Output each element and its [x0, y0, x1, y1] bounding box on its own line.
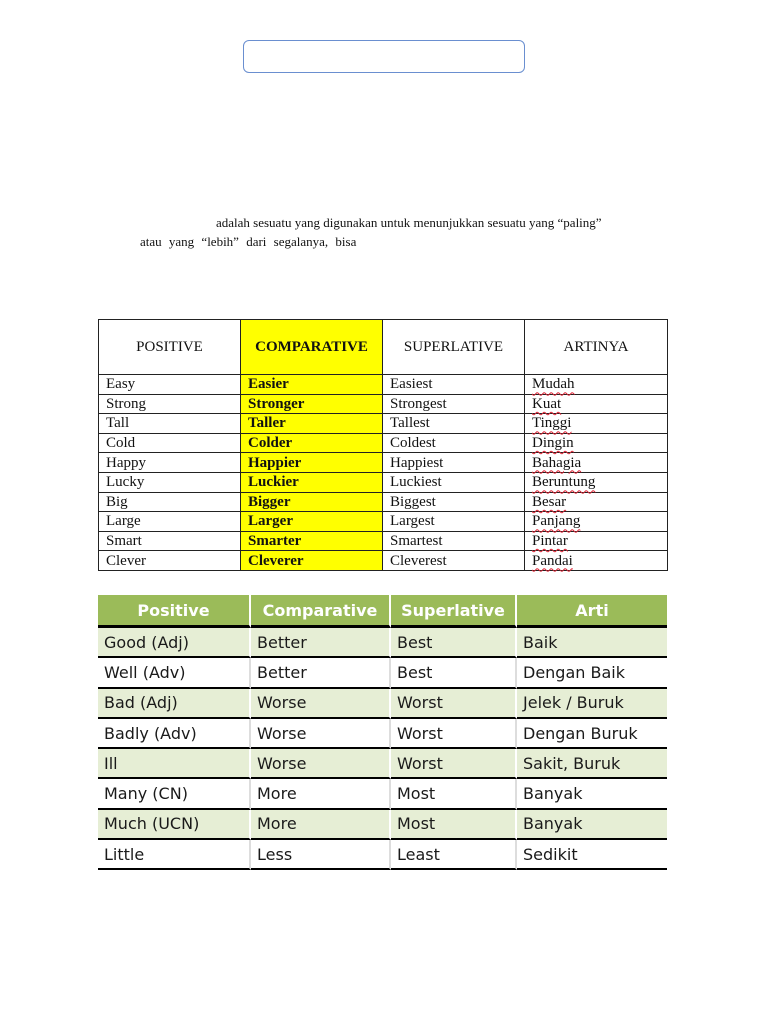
- comparison-table-irregular: [98, 595, 667, 870]
- cell-positive: Large: [99, 512, 241, 532]
- cell-positive: Lucky: [99, 472, 241, 492]
- cell-text: Mudah: [532, 376, 575, 393]
- table-header-row: [98, 595, 667, 628]
- cell-artinya: [525, 375, 668, 395]
- cell-positive: Tall: [99, 414, 241, 434]
- cell-superlative: Easiest: [383, 375, 525, 395]
- cell-artinya: [525, 414, 668, 434]
- cell-superlative: Worst: [391, 719, 517, 749]
- cell-positive: Well (Adv): [98, 658, 251, 688]
- table-row: [99, 492, 668, 512]
- table-row: [98, 779, 667, 809]
- cell-superlative: Smartest: [383, 531, 525, 551]
- cell-comparative: Worse: [251, 689, 391, 719]
- table-row: [98, 749, 667, 779]
- cell-text: Kuat: [532, 395, 562, 412]
- table-row: [99, 453, 668, 473]
- cell-artinya: [525, 531, 668, 551]
- cell-text: Tinggi: [532, 415, 572, 432]
- cell-arti: Jelek / Buruk: [517, 689, 667, 719]
- header-arti: Arti: [517, 595, 667, 628]
- cell-positive: Little: [98, 840, 251, 870]
- cell-comparative: Worse: [251, 719, 391, 749]
- cell-artinya: [525, 453, 668, 473]
- cell-superlative: Worst: [391, 749, 517, 779]
- cell-comparative: More: [251, 779, 391, 809]
- cell-superlative: Best: [391, 658, 517, 688]
- cell-comparative: Worse: [251, 749, 391, 779]
- table-row: [98, 689, 667, 719]
- cell-text: Pintar: [532, 533, 568, 550]
- table-row: [99, 414, 668, 434]
- header-superlative: SUPERLATIVE: [383, 320, 525, 375]
- cell-text: Panjang: [532, 513, 581, 530]
- cell-superlative: Biggest: [383, 492, 525, 512]
- cell-positive: Much (UCN): [98, 810, 251, 840]
- table-row: [99, 433, 668, 453]
- cell-superlative: Strongest: [383, 394, 525, 414]
- cell-arti: Dengan Baik: [517, 658, 667, 688]
- cell-superlative: Coldest: [383, 433, 525, 453]
- table-row: [99, 472, 668, 492]
- cell-arti: Baik: [517, 628, 667, 658]
- cell-arti: Banyak: [517, 779, 667, 809]
- cell-artinya: [525, 551, 668, 571]
- table-row: [99, 394, 668, 414]
- cell-comparative: Cleverer: [241, 551, 383, 571]
- table-row: [98, 810, 667, 840]
- cell-superlative: Best: [391, 628, 517, 658]
- cell-arti: Dengan Buruk: [517, 719, 667, 749]
- cell-text: Beruntung: [532, 474, 596, 491]
- cell-superlative: Cleverest: [383, 551, 525, 571]
- cell-text: Bahagia: [532, 454, 582, 471]
- cell-positive: Happy: [99, 453, 241, 473]
- table-header-row: [99, 320, 668, 375]
- table-row: [98, 658, 667, 688]
- cell-positive: Badly (Adv): [98, 719, 251, 749]
- table-row: [99, 375, 668, 395]
- cell-comparative: Smarter: [241, 531, 383, 551]
- cell-positive: Many (CN): [98, 779, 251, 809]
- cell-artinya: [525, 394, 668, 414]
- cell-positive: Good (Adj): [98, 628, 251, 658]
- paragraph-line-2: atau yang “lebih” dari segalanya, bisa: [140, 234, 357, 249]
- cell-positive: Clever: [99, 551, 241, 571]
- cell-positive: Ill: [98, 749, 251, 779]
- cell-text: Dingin: [532, 435, 574, 452]
- cell-artinya: [525, 512, 668, 532]
- cell-superlative: Largest: [383, 512, 525, 532]
- table-row: [98, 719, 667, 749]
- table-row: [99, 551, 668, 571]
- cell-arti: Banyak: [517, 810, 667, 840]
- header-comparative: Comparative: [251, 595, 391, 628]
- cell-superlative: Happiest: [383, 453, 525, 473]
- cell-superlative: Least: [391, 840, 517, 870]
- cell-comparative: Better: [251, 658, 391, 688]
- cell-comparative: Easier: [241, 375, 383, 395]
- cell-text: Pandai: [532, 552, 573, 569]
- cell-positive: Easy: [99, 375, 241, 395]
- cell-superlative: Most: [391, 779, 517, 809]
- cell-comparative: Happier: [241, 453, 383, 473]
- table-row: [98, 840, 667, 870]
- cell-superlative: Luckiest: [383, 472, 525, 492]
- cell-comparative: More: [251, 810, 391, 840]
- table-row: [99, 531, 668, 551]
- cell-positive: Smart: [99, 531, 241, 551]
- cell-arti: Sedikit: [517, 840, 667, 870]
- table-row: [98, 628, 667, 658]
- cell-superlative: Most: [391, 810, 517, 840]
- table-row: [99, 512, 668, 532]
- cell-comparative: Luckier: [241, 472, 383, 492]
- cell-comparative: Taller: [241, 414, 383, 434]
- cell-comparative: Bigger: [241, 492, 383, 512]
- cell-comparative: Stronger: [241, 394, 383, 414]
- cell-positive: Strong: [99, 394, 241, 414]
- header-positive: POSITIVE: [99, 320, 241, 375]
- cell-comparative: Less: [251, 840, 391, 870]
- cell-arti: Sakit, Buruk: [517, 749, 667, 779]
- title-box: [243, 40, 525, 73]
- cell-artinya: [525, 433, 668, 453]
- cell-comparative: Better: [251, 628, 391, 658]
- cell-artinya: [525, 472, 668, 492]
- cell-positive: Big: [99, 492, 241, 512]
- header-artinya: ARTINYA: [525, 320, 668, 375]
- cell-superlative: Tallest: [383, 414, 525, 434]
- cell-text: Besar: [532, 493, 567, 510]
- header-superlative: Superlative: [391, 595, 517, 628]
- cell-artinya: [525, 492, 668, 512]
- cell-comparative: Larger: [241, 512, 383, 532]
- header-comparative: COMPARATIVE: [241, 320, 383, 375]
- comparison-table-regular: [98, 319, 668, 571]
- paragraph-line-1: adalah sesuatu yang digunakan untuk menunjukkan sesuatu yang “paling”: [216, 215, 602, 230]
- header-positive: Positive: [98, 595, 251, 628]
- cell-positive: Cold: [99, 433, 241, 453]
- cell-positive: Bad (Adj): [98, 689, 251, 719]
- cell-comparative: Colder: [241, 433, 383, 453]
- cell-superlative: Worst: [391, 689, 517, 719]
